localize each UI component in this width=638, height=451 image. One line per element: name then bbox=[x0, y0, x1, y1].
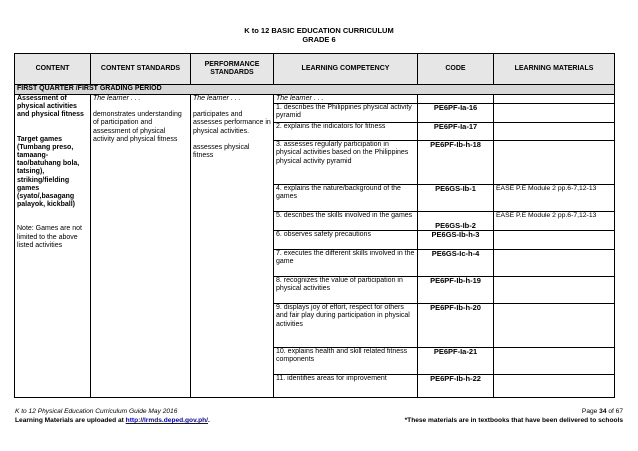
content-standards-learner: The learner . . . bbox=[93, 95, 141, 102]
code-cell: PE6PF-Ib-h-22 bbox=[418, 375, 494, 398]
quarter-title: FIRST QUARTER /FIRST GRADING PERIOD bbox=[15, 85, 615, 95]
materials-cell bbox=[494, 277, 615, 304]
performance-standards-cell bbox=[191, 95, 274, 398]
competency-cell: 11. identifies areas for improvement bbox=[274, 375, 418, 398]
grade-title: GRADE 6 bbox=[302, 35, 336, 44]
table-header-row bbox=[15, 54, 615, 85]
performance-standards-text1: participates and assesses performance in physical activities. bbox=[193, 111, 271, 135]
code-cell: PE6GS-Ib-1 bbox=[418, 185, 494, 212]
code-cell: PE6PF-Ia-21 bbox=[418, 348, 494, 375]
col-header-performance-standards: PERFORMANCE STANDARDS bbox=[191, 54, 274, 85]
code-cell: PE6GS-Ic-h-4 bbox=[418, 250, 494, 277]
curriculum-title: K to 12 BASIC EDUCATION CURRICULUM bbox=[244, 26, 394, 35]
competency-cell: 6. observes safety precautions bbox=[274, 231, 418, 250]
quarter-row bbox=[15, 85, 615, 95]
code-cell: PE6PF-Ia-16 bbox=[418, 104, 494, 123]
competency-learner: The learner . . . bbox=[274, 95, 418, 104]
content-standards-text: demonstrates understanding of participation and assessment of physical activity and physical fitness bbox=[93, 111, 182, 143]
code-cell: PE6GS-Ib-h-3 bbox=[418, 231, 494, 250]
materials-cell bbox=[494, 104, 615, 123]
col-header-content-standards: CONTENT STANDARDS bbox=[91, 54, 191, 85]
performance-standards-learner: The learner . . . bbox=[193, 95, 241, 102]
competency-cell: 8. recognizes the value of participation in physical activities bbox=[274, 277, 418, 304]
code-cell: PE6GS-Ib-2 bbox=[418, 212, 494, 231]
materials-cell: EASE P.E Module 2 pp.6-7,12-13 bbox=[494, 185, 615, 212]
code-cell: PE6PF-Ib-h-18 bbox=[418, 141, 494, 185]
code-cell: PE6PF-Ia-17 bbox=[418, 123, 494, 141]
competency-cell: 1. describes the Philippines physical activity pyramid bbox=[274, 104, 418, 123]
code-cell: PE6PF-Ib-h-19 bbox=[418, 277, 494, 304]
competency-cell: 10. explains health and skill related fitness components bbox=[274, 348, 418, 375]
performance-standards-text2: assesses physical fitness bbox=[193, 143, 250, 160]
competency-cell: 3. assesses regularly participation in physical activities based on the Philippines physical activity pyramid bbox=[274, 141, 418, 185]
materials-cell bbox=[494, 304, 615, 348]
content-cell bbox=[15, 95, 91, 398]
lrmds-link[interactable]: http://lrmds.deped.gov.ph/ bbox=[125, 417, 208, 424]
page-header bbox=[0, 26, 638, 44]
col-header-code: CODE bbox=[418, 54, 494, 85]
materials-cell bbox=[494, 250, 615, 277]
code-cell: PE6PF-Ib-h-20 bbox=[418, 304, 494, 348]
page-number: Page 34 of 67 bbox=[581, 408, 623, 415]
competency-cell: 5. describes the skills involved in the games bbox=[274, 212, 418, 231]
materials-cell bbox=[494, 348, 615, 375]
guide-title: K to 12 Physical Education Curriculum Guide May 2016 bbox=[15, 408, 178, 415]
materials-cell bbox=[494, 123, 615, 141]
content-games: Target games (Tumbang preso, tamaang-tao/batuhang bola, tatsing), striking/fielding games (syato/,basagang palayok, kickball) bbox=[17, 135, 80, 209]
competency-cell: 9. displays joy of effort, respect for others and fair play during participation in physical activities bbox=[274, 304, 418, 348]
content-standards-cell bbox=[91, 95, 191, 398]
footer-line-1 bbox=[15, 408, 623, 416]
col-header-content: CONTENT bbox=[15, 54, 91, 85]
materials-cell bbox=[494, 231, 615, 250]
table-row bbox=[15, 95, 615, 104]
competency-cell: 7. executes the different skills involved in the game bbox=[274, 250, 418, 277]
materials-cell: EASE P.E Module 2 pp.6-7,12-13 bbox=[494, 212, 615, 231]
materials-cell bbox=[494, 141, 615, 185]
col-header-learning-materials: LEARNING MATERIALS bbox=[494, 54, 615, 85]
curriculum-table bbox=[14, 53, 615, 398]
materials-cell bbox=[494, 375, 615, 398]
competency-cell: 4. explains the nature/background of the games bbox=[274, 185, 418, 212]
uploaded-note: Learning Materials are uploaded at http://lrmds.deped.gov.ph/. bbox=[15, 417, 210, 424]
content-note: Note: Games are not limited to the above listed activities bbox=[17, 225, 82, 249]
competency-cell: 2. explains the indicators for fitness bbox=[274, 123, 418, 141]
col-header-learning-competency: LEARNING COMPETENCY bbox=[274, 54, 418, 85]
textbooks-note: *These materials are in textbooks that have been delivered to schools bbox=[404, 417, 623, 424]
footer-line-2 bbox=[15, 417, 623, 425]
content-heading: Assessment of physical activities and physical fitness bbox=[17, 95, 84, 119]
